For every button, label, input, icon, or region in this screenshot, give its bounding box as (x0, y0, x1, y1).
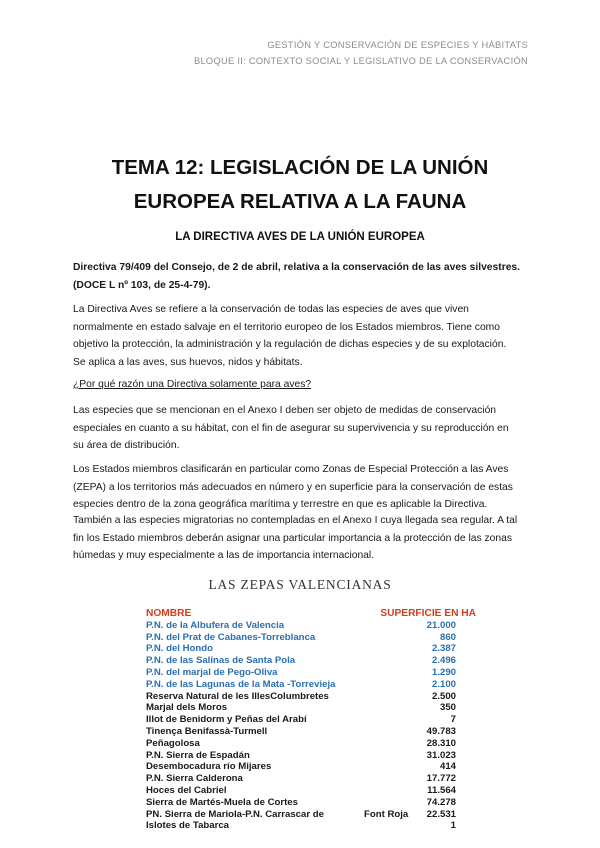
table-row (146, 785, 476, 797)
text-line: La Directiva Aves se refiere a la conservación de todas las especies de aves que viven (73, 304, 469, 315)
zepa-area: 7 (450, 714, 456, 726)
chapter-title (0, 151, 600, 219)
table-row (146, 655, 476, 667)
zepa-name: Illot de Benidorm y Peñas del Arabí (146, 714, 307, 726)
text-line: Los Estados miembros clasificarán en particular como Zonas de Especial Protección a las Aves (73, 464, 509, 475)
table-row (146, 773, 476, 785)
title-line-2: EUROPEA RELATIVA A LA FAUNA (133, 190, 467, 213)
title-line-1: TEMA 12: LEGISLACIÓN DE LA UNIÓN (111, 156, 489, 179)
migratory-paragraph (73, 512, 529, 565)
zepa-name: Hoces del Cabriel (146, 784, 227, 796)
table-row (146, 820, 476, 832)
zepas-table-title: LAS ZEPAS VALENCIANAS (208, 577, 392, 592)
zepa-area: 2.100 (431, 678, 456, 690)
table-row (146, 738, 476, 750)
text-line: normalmente en estado salvaje en el territorio europeo de los Estados miembros. Tiene como (73, 321, 500, 333)
zepa-name: Islotes de Tabarca (146, 820, 230, 832)
zepa-name: P.N. del Hondo (146, 643, 213, 655)
text-line: su área de distribución. (73, 440, 180, 452)
zepas-table (146, 608, 476, 832)
zepa-name: P.N. de las Lagunas de la Mata -Torrevieja (146, 678, 336, 690)
text-line: especies dentro de la zona geográfica marítima y terrestre en que es aplicable la Directiva. (73, 499, 488, 511)
annex-paragraph (73, 402, 529, 455)
column-header-name: NOMBRE (146, 608, 192, 619)
zepa-name: P.N. de la Albufera de Valencia (146, 619, 285, 631)
zepa-area: 28.310 (426, 737, 456, 749)
text-line: fin los Estado miembros deberán asignar una particular importancia a la protección de las zonas (73, 532, 513, 544)
zepa-name: Sierra de Martés-Muela de Cortes (146, 796, 298, 808)
zepa-area: 1.290 (431, 666, 456, 678)
zepa-name: P.N. Sierra Calderona (146, 773, 243, 785)
zepa-name-continuation: Font Roja (364, 808, 409, 820)
header-line-1: GESTIÓN Y CONSERVACIÓN DE ESPECIES Y HÁBITATS (267, 40, 528, 50)
zepa-area: 414 (439, 761, 456, 773)
zepa-area: 31.023 (426, 749, 456, 761)
zepa-area: 17.772 (426, 773, 456, 785)
table-row (146, 620, 476, 632)
intro-paragraph (73, 301, 529, 371)
zepa-name: Reserva Natural de les IllesColumbretes (146, 690, 329, 702)
table-row (146, 750, 476, 762)
question-heading: ¿Por qué razón una Directiva solamente para aves? (73, 379, 312, 390)
zepa-name: P.N. del Prat de Cabanes-Torreblanca (146, 631, 316, 643)
zepa-area: 350 (439, 702, 456, 714)
text-line: Directiva 79/409 del Consejo, de 2 de abril, relativa a la conservación de las aves silvestres. (73, 262, 521, 273)
table-row (146, 691, 476, 703)
zepa-area: 2.500 (431, 690, 456, 702)
text-line: También a las especies migratorias no contempladas en el Anexo I cuya llegada sea regular. A tal (73, 515, 518, 526)
text-line: Se aplica a las aves, sus huevos, nidos y hábitats. (73, 356, 303, 368)
zepa-area: 21.000 (426, 619, 456, 631)
column-header-area: SUPERFICIE EN HA (380, 608, 476, 619)
zepa-name: P.N. Sierra de Espadán (146, 749, 250, 761)
zepa-area: 49.783 (426, 725, 456, 737)
zepa-area: 2.496 (431, 655, 456, 667)
table-header-row (146, 608, 476, 620)
table-row (146, 761, 476, 773)
table-row (146, 714, 476, 726)
text-line: (DOCE L nº 103, de 25-4-79). (73, 279, 211, 291)
text-line: Las especies que se mencionan en el Anexo I deben ser objeto de medidas de conservación (73, 405, 497, 416)
zepa-area: 11.564 (427, 784, 456, 796)
table-row (146, 809, 476, 821)
zepa-paragraph (73, 461, 529, 514)
table-row (146, 726, 476, 738)
zepa-name: Marjal dels Moros (146, 702, 228, 714)
zepa-name: Tinença Benifassà-Turmell (146, 725, 268, 737)
table-row (146, 632, 476, 644)
zepa-name: PN. Sierra de Mariola-P.N. Carrascar de (146, 808, 324, 820)
directive-reference (73, 259, 529, 294)
zepa-area: 74.278 (426, 796, 456, 808)
text-line: especiales en cuanto a su hábitat, con el fin de asegurar su supervivencia y su reproducción en (73, 422, 509, 434)
zepa-area: 1 (450, 820, 456, 832)
table-row (146, 679, 476, 691)
table-row (146, 643, 476, 655)
table-row (146, 702, 476, 714)
running-header (194, 37, 528, 69)
zepa-name: P.N. de las Salinas de Santa Pola (146, 655, 296, 667)
table-row (146, 797, 476, 809)
zepa-name: Peñagolosa (146, 737, 200, 749)
zepa-name: Desembocadura río Mijares (146, 761, 272, 773)
text-line: (ZEPA) a los territorios más adecuados en número y en superficie para la conservación de estas (73, 481, 513, 493)
table-row (146, 667, 476, 679)
section-subtitle: LA DIRECTIVA AVES DE LA UNIÓN EUROPEA (175, 231, 425, 243)
zepa-area: 2.387 (431, 643, 456, 655)
text-line: húmedas y muy especialmente a las de importancia internacional. (73, 550, 375, 562)
text-line: objetivo la protección, la administración y la regulación de dichas especies y de su explotación. (73, 339, 507, 351)
header-line-2: BLOQUE II: CONTEXTO SOCIAL Y LEGISLATIVO DE LA CONSERVACIÓN (193, 56, 528, 66)
zepa-name: P.N. del marjal de Pego-Oliva (146, 666, 278, 678)
zepa-area: 860 (439, 631, 456, 643)
zepa-area: 22.531 (426, 808, 456, 820)
